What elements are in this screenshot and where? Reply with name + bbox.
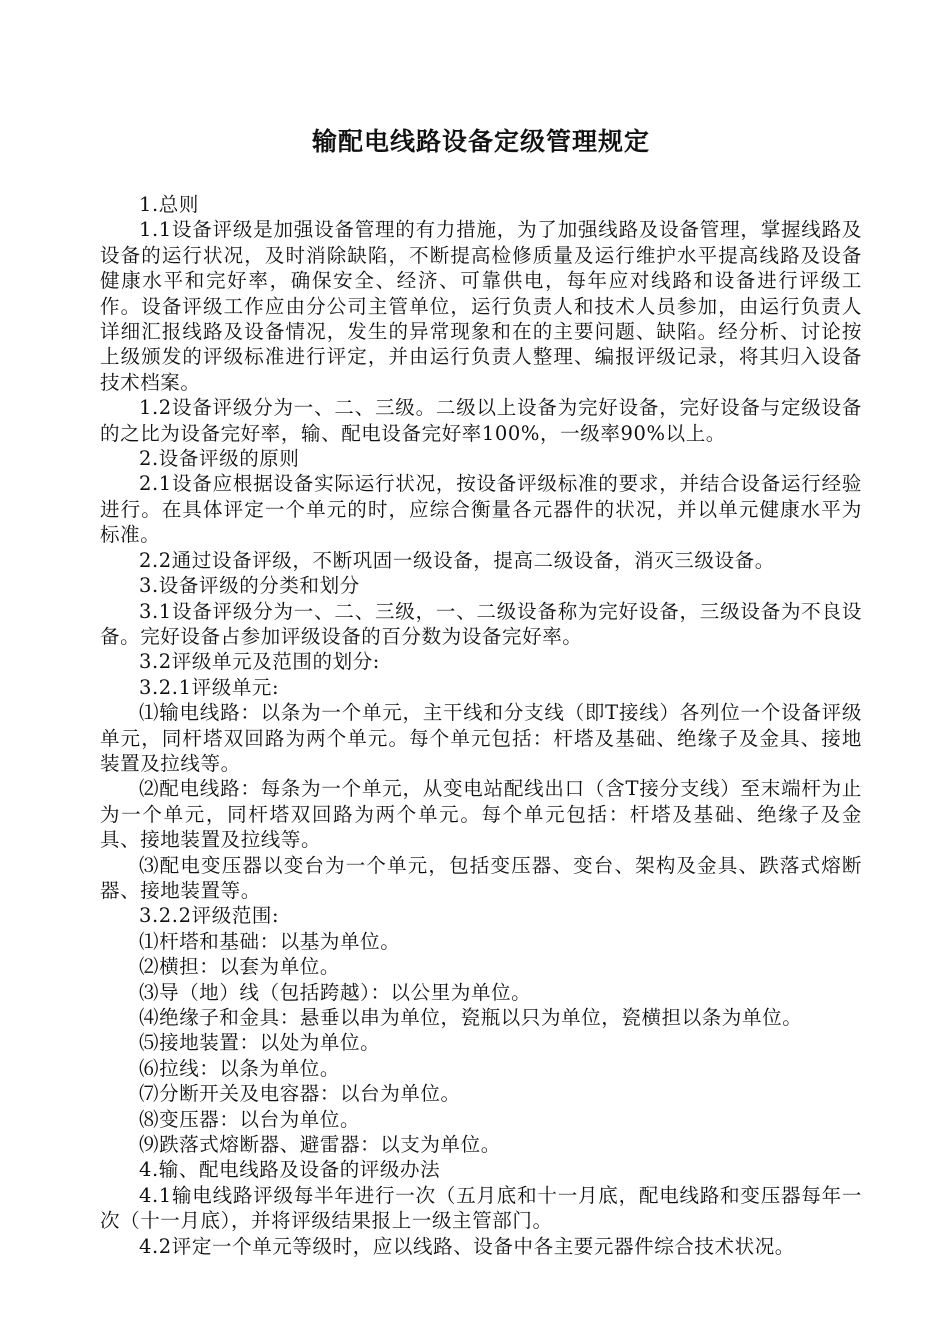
list-item: ⑴输电线路：以条为一个单元，主干线和分支线（即T接线）各列位一个设备评级单元，同杆塔双回路为两个单元。每个单元包括：杆塔及基础、绝缘子及金具、接地装置及拉线等。 [100, 701, 862, 775]
paragraph: 4.1输电线路评级每半年进行一次（五月底和十一月底，配电线路和变压器每年一次（十一月底），并将评级结果报上一级主管部门。 [100, 1183, 862, 1233]
list-item: ⑵横担：以套为单位。 [139, 955, 341, 979]
paragraph: 2.2通过设备评级，不断巩固一级设备，提高二级设备，消灭三级设备。 [139, 548, 775, 572]
paragraph: 4.2评定一个单元等级时，应以线路、设备中各主要元器件综合技术状况。 [139, 1234, 795, 1258]
document-page [100, 118, 862, 1259]
list-item: ⑷绝缘子和金具：悬垂以串为单位，瓷瓶以只为单位，瓷横担以条为单位。 [139, 1006, 803, 1029]
paragraph: 1.1设备评级是加强设备管理的有力措施，为了加强线路及设备管理，掌握线路及设备的运行状况，及时消除缺陷，不断提高检修质量及运行维护水平提高线路及设备健康水平和完好率，确保安全、经济、可靠供电，每年应对线路和设备进行评级工作。设备评级工作应由分公司主管单位，运行负责人和技术人员参加，由运行负责人详细汇报线路及设备情况，发生的异常现象和在的主要问题、缺陷。经分析、讨论按上级颁发的评级标准进行评定，并由运行负责人整理、编报评级记录，将其归入设备技术档案。 [100, 218, 862, 394]
list-item: ⑺分断开关及电容器：以台为单位。 [139, 1082, 461, 1106]
list-item: ⑼跌落式熔断器、避雷器：以支为单位。 [139, 1133, 501, 1157]
document-title: 输配电线路设备定级管理规定 [311, 127, 650, 156]
list-item: ⑴杆塔和基础：以基为单位。 [139, 929, 401, 953]
paragraph: 1.2设备评级分为一、二、三级。二级以上设备为完好设备，完好设备与定级设备的之比为设备完好率，输、配电设备完好率100%，一级率90%以上。 [100, 396, 862, 445]
subsection-heading: 3.2.1评级单元: [139, 675, 280, 699]
paragraph: 2.1设备应根据设备实际运行状况，按设备评级标准的要求，并结合设备运行经验进行。在具体评定一个单元的时，应综合衡量各元器件的状况，并以单元健康水平为标准。 [100, 472, 862, 547]
list-item: ⑶配电变压器以变台为一个单元，包括变压器、变台、架构及金具、跌落式熔断器、接地装置等。 [100, 853, 862, 902]
list-item: ⑻变压器：以台为单位。 [139, 1107, 361, 1131]
section-heading: 1.总则 [139, 193, 200, 216]
paragraph: 3.1设备评级分为一、二、三级，一、二级设备称为完好设备，三级设备为不良设备。完好设备占参加评级设备的百分数为设备完好率。 [100, 599, 862, 648]
subsection-heading: 3.2.2评级范围: [139, 904, 280, 928]
section-heading: 3.设备评级的分类和划分 [139, 574, 360, 598]
list-item: ⑵配电线路：每条为一个单元，从变电站配线出口（含T接分支线）至末端杆为止为一个单元，同杆塔双回路为两个单元。每个单元包括：杆塔及基础、绝缘子及金具、接地装置及拉线等。 [100, 777, 862, 852]
subsection-heading: 3.2评级单元及范围的划分: [139, 650, 380, 674]
section-heading: 2.设备评级的原则 [139, 447, 300, 471]
list-item: ⑸接地装置：以处为单位。 [139, 1031, 381, 1055]
list-item: ⑶导（地）线（包括跨越）：以公里为单位。 [139, 980, 532, 1004]
section-heading: 4.输、配电线路及设备的评级办法 [139, 1158, 441, 1182]
list-item: ⑹拉线：以条为单位。 [139, 1056, 341, 1080]
